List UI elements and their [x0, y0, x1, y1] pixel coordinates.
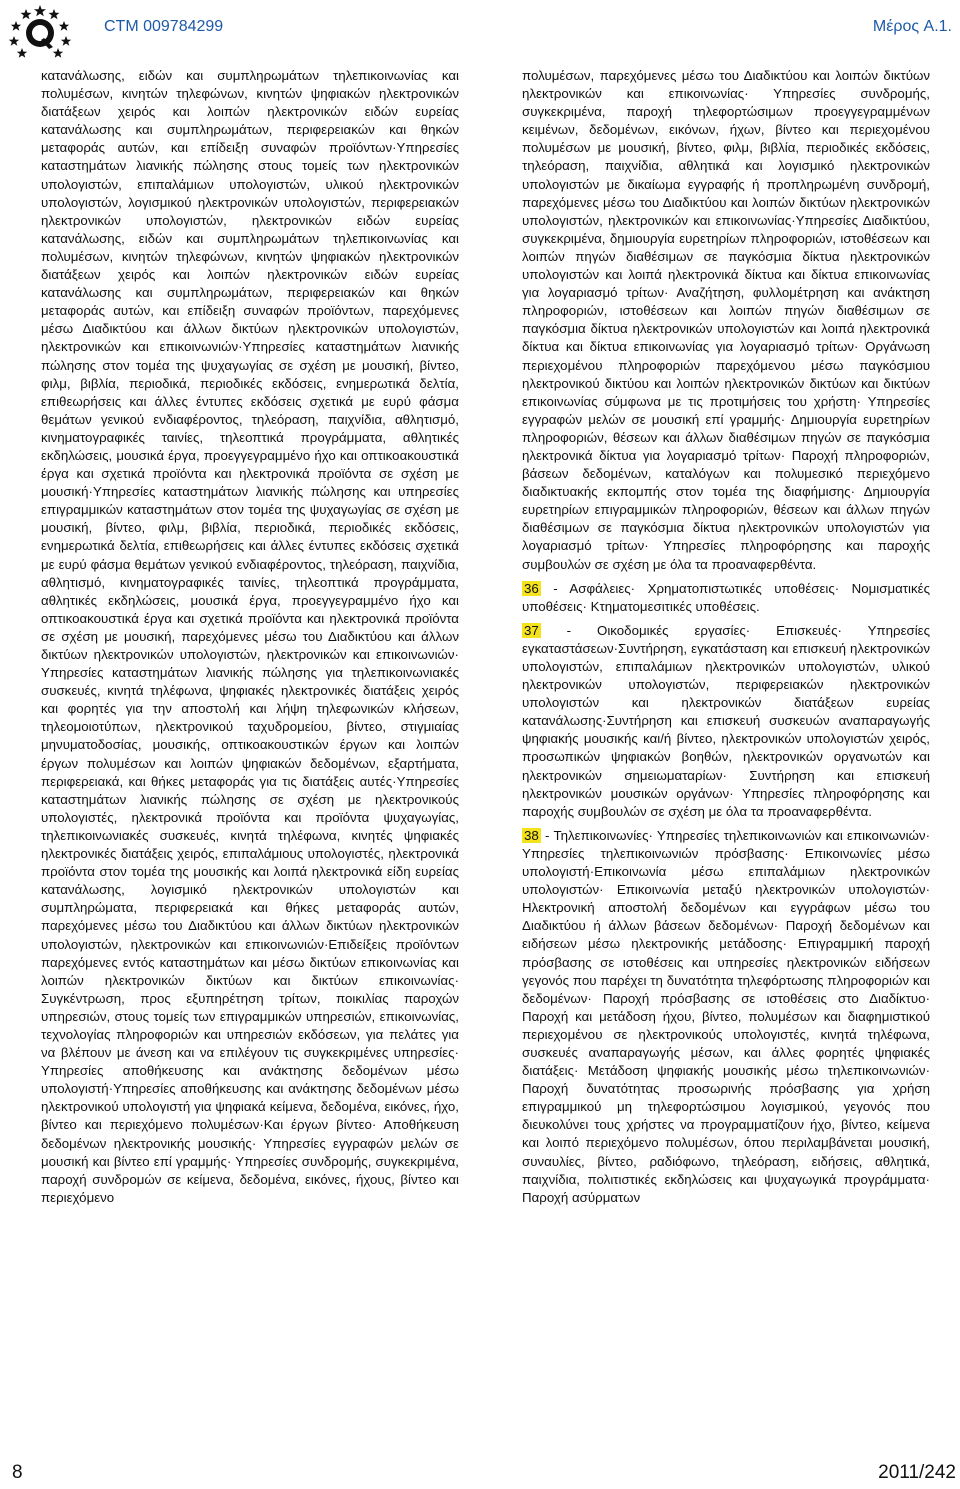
left-column [41, 67, 459, 1207]
ctm-number: CTM 009784299 [104, 18, 224, 35]
class-38-entry [522, 827, 930, 1207]
class-38-text: - Τηλεπικοινωνίες· Υπηρεσίες τηλεπικοινωνιών και επικοινωνιών· Υπηρεσίες τηλεπικοινωνιών πρόσβασης· Επικοινωνίες μέσω υπολογιστή·Επικοινωνία μέσω επιπαλάμιων ηλεκτρονικών υπολογιστών· Επικοινωνία μεταξύ ηλεκτρονικών υπολογιστών· Ηλεκτρονική αποστολή δεδομένων και εγγράφων μέσω του Διαδικτύου ή άλλων βάσεων δεδομένων· Παροχή δεδομένων και ειδήσεων μέσω ηλεκτρονικής μετάδοσης· Επιγραμμική παροχή πρόσβασης σε ιστοθέσεις και υπηρεσίες ηλεκτρονικών ειδήσεων γεγονός που παρέχει τη δυνατότητα τηλεφόρτωσης πληροφοριών και δεδομένων· Παροχή πρόσβασης σε ιστοθέσεις στο Διαδίκτυο· Παροχή και μετάδοση ήχου, βίντεο, πολυμέσων και διαφημιστικού περιεχομένου σε ηλεκτρονικούς υπολογιστές, κινητά τηλέφωνα, συσκευές αναπαραγωγής μέσων, και άλλες φορητές ψηφιακές διατάξεις· Μετάδοση ψηφιακής μουσικής μέσω τηλεπικοινωνιών· Παροχή δυνατότητας προσωρινής πρόσβασης για χρήση επιγραμμικού μη τηλεφορτώσιμου λογισμικού, γεγονός που διευκολύνει τους χρήστες να προγραμματίζουν ήχο, βίντεο, κείμενα και λοιπό περιεχόμενο πολυμέσων, όπου περιλαμβάνεται μουσική, συναυλίες, βίντεο, ραδιόφωνο, τηλεόραση, ειδήσεις, αθλητικά, παιχνίδια, πολιτιστικές εκδηλώσεις και ψυχαγωγικά προγράμματα· Παροχή ασύρματων [522, 827, 930, 1205]
page-number: 8 [12, 1462, 23, 1483]
ohim-stars-logo-icon [4, 2, 76, 62]
issue-number: 2011/242 [878, 1462, 956, 1483]
right-column-intro: πολυμέσων, παρεχόμενες μέσω του Διαδικτύου και λοιπών δικτύων ηλεκτρονικών και επικοινωνίας· Υπηρεσίες συνδρομής, συγκεκριμένα, παροχή τηλεφορτώσιμων προεγγεγραμμένων κειμένων, δεδομένων, εικόνων, ήχων, βίντεο και περιεχομένου πολυμέσων με μουσική, βίντεο, φιλμ, βιβλία, περιοδικές εκδόσεις, τηλεόραση, παιχνίδια, αθλητικά και λογισμικό ηλεκτρονικών υπολογιστών με δικαίωμα εγγραφής ή προπληρωμένη συνδρομή, παρεχόμενες μέσω του Διαδικτύου και λοιπών δικτύων ηλεκτρονικών υπολογιστών, ηλεκτρονικών και επικοινωνίας·Υπηρεσίες Διαδικτύου, συγκεκριμένα, δημιουργία ευρετηρίων πληροφοριών, ιστοθέσεων και λοιπών πηγών διαθέσιμων σε παγκόσμια δίκτυα ηλεκτρονικών υπολογιστών και λοιπά ηλεκτρονικά δίκτυα και δίκτυα επικοινωνίας για λογαριασμό τρίτων· Αναζήτηση, φυλλομέτρηση και ανάκτηση πληροφοριών, ιστοθέσεων και λοιπών πηγών διαθέσιμων σε παγκόσμια δίκτυα ηλεκτρονικών υπολογιστών και λοιπά ηλεκτρονικά δίκτυα και δίκτυα επικοινωνίας για λογαριασμό τρίτων· Οργάνωση περιεχομένου πληροφοριών παρεχόμενου μέσω παγκόσμιου ηλεκτρονικού δικτύου και λοιπών ηλεκτρονικών δικτύων και δικτύων επικοινωνίας σύμφωνα με τις προτιμήσεις του χρήστη· Υπηρεσίες εγγραφών μελών σε μουσική επί γραμμής· Δημιουργία ευρετηρίων πληροφοριών, θέσεων και άλλων διαθέσιμων πηγών σε παγκόσμια ηλεκτρονικά δίκτυα για λογαριασμό τρίτων· Παροχή πληροφοριών, βάσεων δεδομένων, καταλόγων και πολυμεσικό περιεχόμενο διαδικτυακής εκπομπής στον τομέα της διαφήμισης· Δημιουργία ευρετηρίων επιγραμμικών πληροφοριών, θέσεων και άλλων πηγών διαθέσιμων σε παγκόσμια δίκτυα ηλεκτρονικών υπολογιστών για λογαριασμό τρίτων· Υπηρεσίες πληροφόρησης και παροχής συμβουλών σε σχέση με όλα τα προαναφερθέντα. [522, 68, 930, 572]
class-37-entry [522, 622, 930, 821]
class-36-number: 36 [524, 580, 539, 596]
class-38-number: 38 [524, 827, 539, 843]
left-column-text: κατανάλωσης, ειδών και συμπληρωμάτων τηλεπικοινωνίας και πολυμέσων, κινητών τηλεφώνων, κινητών ψηφιακών ηλεκτρονικών διατάξεων χειρός και λοιπών ηλεκτρονικών ειδών ευρείας κατανάλωσης και συμπληρωμάτων, περιφερειακών και θηκών μεταφοράς αυτών, και επίδειξη συναφών προϊόντων·Υπηρεσίες καταστημάτων λιανικής πώλησης στους τομείς των ηλεκτρονικών υπολογιστών, επιπαλάμιων υπολογιστών, υλικού ηλεκτρονικών υπολογιστών, λογισμικού ηλεκτρονικών υπολογιστών, περιφερειακών ηλεκτρονικών υπολογιστών, ηλεκτρονικών ειδών ευρείας κατανάλωσης, ειδών και συμπληρωμάτων τηλεπικοινωνίας και πολυμέσων, κινητών τηλεφώνων, κινητών ψηφιακών ηλεκτρονικών διατάξεων χειρός και λοιπών ηλεκτρονικών ειδών ευρείας κατανάλωσης και συμπληρωμάτων, περιφερειακών και θηκών μεταφοράς αυτών, και επίδειξη συναφών προϊόντων, παρεχόμενες μέσω Διαδικτύου και άλλων δικτύων ηλεκτρονικών υπολογιστών, ηλεκτρονικών και επικοινωνιών·Υπηρεσίες καταστημάτων λιανικής πώλησης στον τομέα της ψυχαγωγίας σε σχέση με μουσική, βίντεο, φιλμ, βιβλία, περιοδικά, περιοδικές εκδόσεις, ενημερωτικά δελτία, επιθεωρήσεις και άλλες έντυπες εκδόσεις σχετικά με ευρύ φάσμα θεμάτων γενικού ενδιαφέροντος, τηλεόραση, παιχνίδια, αθλητισμό, κινηματογραφικές ταινίες, τηλεοπτικά προγράμματα, αθλητικές εκδηλώσεις, μουσικά έργα, προεγγεγραμμένο ήχο και οπτικοακουστικά έργα και σχετικά προϊόντα και ηλεκτρονικά προϊόντα σε σχέση με μουσική·Υπηρεσίες καταστημάτων λιανικής πώλησης και υπηρεσίες επιγραμμικών καταστημάτων στον τομέα της ψυχαγωγίας σε σχέση με μουσική, βίντεο, φιλμ, βιβλία, περιοδικά, περιοδικές εκδόσεις, ενημερωτικά δελτία, επιθεωρήσεις και άλλες έντυπες εκδόσεις σχετικά με ευρύ φάσμα θεμάτων γενικού ενδιαφέροντος, τηλεόραση, παιχνίδια, αθλητισμό, κινηματογραφικές ταινίες, τηλεοπτικά προγράμματα, αθλητικές εκδηλώσεις, μουσικά έργα, προεγγεγραμμένο ήχο και οπτικοακουστικά έργα και σχετικά προϊόντα και ηλεκτρονικά προϊόντα σε σχέση με μουσική, παρεχόμενες μέσω του Διαδικτύου και άλλων δικτύων ηλεκτρονικών υπολογιστών, ηλεκτρονικών και επικοινωνιών· Υπηρεσίες καταστημάτων λιανικής πώλησης για τηλεπικοινωνιακές συσκευές, κινητά τηλέφωνα, ψηφιακές ηλεκτρονικές διατάξεις χειρός και φορητές για την αποστολή και λήψη τηλεφωνικών κλήσεων, τηλεομοιοτύπων, ηλεκτρονικού ταχυδρομείου, βίντεο, στιγμιαίας μηνυματοδοσίας, μουσικής, οπτικοακουστικών έργων και λοιπών έργων πολυμέσων και λοιπών ψηφιακών δεδομένων, εξαρτήματα, περιφερειακά, και θήκες μεταφοράς για τις διατάξεις αυτές·Υπηρεσίες καταστημάτων λιανικής πώλησης σε σχέση με ηλεκτρονικούς υπολογιστές, ηλεκτρονικά προϊόντα και προϊόντα ψυχαγωγίας, τηλεπικοινωνιακές συσκευές, κινητά τηλέφωνα, κινητές ψηφιακές ηλεκτρονικές διατάξεις χειρός, επιπαλάμιους υπολογιστές, ηλεκτρονικά προϊόντα στον τομέα της μουσικής και λοιπά ηλεκτρονικά είδη ευρείας κατανάλωσης, λογισμικό ηλεκτρονικών υπολογιστών και συμπληρώματα, περιφερειακά και θήκες μεταφοράς αυτών, παρεχόμενες μέσω του Διαδικτύου και άλλων δικτύων ηλεκτρονικών υπολογιστών, ηλεκτρονικών και επικοινωνιών·Επιδείξεις προϊόντων παρεχόμενες εντός καταστημάτων και μέσω δικτύων επικοινωνίας και λοιπών ηλεκτρονικών δικτύων και δικτύων επικοινωνίας· Συγκέντρωση, προς εξυπηρέτηση τρίτων, ποικιλίας παροχών υπηρεσιών, στους τομείς των επιγραμμικών υπηρεσιών, επικοινωνίας, τεχνολογίας πληροφοριών και υπηρεσιών εκδόσεων, για πελάτες για να βλέπουν με άνεση και να επιλέγουν τις συγκεκριμένες υπηρεσίες· Υπηρεσίες αποθήκευσης και ανάκτησης δεδομένων μέσω υπολογιστή·Υπηρεσίες αποθήκευσης και ανάκτησης δεδομένων μέσω ηλεκτρονικού υπολογιστή για ψηφιακά κείμενα, δεδομένα, εικόνες, ήχο, βίντεο και περιεχόμενο πολυμέσων·Και έργων βίντεο· Αποθήκευση δεδομένων ηλεκτρονικής μουσικής· Υπηρεσίες εγγραφών μελών σε μουσική και βίντεο επί γραμμής· Υπηρεσίες συνδρομής, συγκεκριμένα, παροχή συνδρομών σε κείμενα, δεδομένα, εικόνες, ήχους, βίντεο και περιεχόμενο [41, 68, 459, 1205]
right-column [522, 67, 930, 1207]
class-36-text: - Ασφάλειες· Χρηματοπιστωτικές υποθέσεις· Νομισματικές υποθέσεις· Κτηματομεσιτικές υποθέσεις. [522, 580, 930, 614]
class-36-entry [522, 580, 930, 616]
class-37-number: 37 [524, 622, 539, 638]
part-label: Μέρος A.1. [872, 18, 952, 35]
class-37-text: - Οικοδομικές εργασίες· Επισκευές· Υπηρεσίες εγκαταστάσεων·Συντήρηση, εγκατάσταση και επισκευή ηλεκτρονικών υπολογιστών, επιπαλάμιων ηλεκτρονικών υπολογιστών, υλικού ηλεκτρονικών υπολογιστών, περιφερειακών ηλεκτρονικών υπολογιστών και ηλεκτρονικών διατάξεων ευρείας κατανάλωσης·Συντήρηση και επισκευή συσκευών αναπαραγωγής ψηφιακής μουσικής και/ή βίντεο, ηλεκτρονικών υπολογιστών χειρός, προσωπικών ψηφιακών βοηθών, ηλεκτρονικών οργανωτών και ηλεκτρονικών σημειωματαρίων· Συντήρηση και επισκευή ηλεκτρονικών μουσικών οργάνων· Υπηρεσίες πληροφόρησης και παροχής συμβουλών σε σχέση με όλα τα προαναφερθέντα. [522, 622, 930, 819]
